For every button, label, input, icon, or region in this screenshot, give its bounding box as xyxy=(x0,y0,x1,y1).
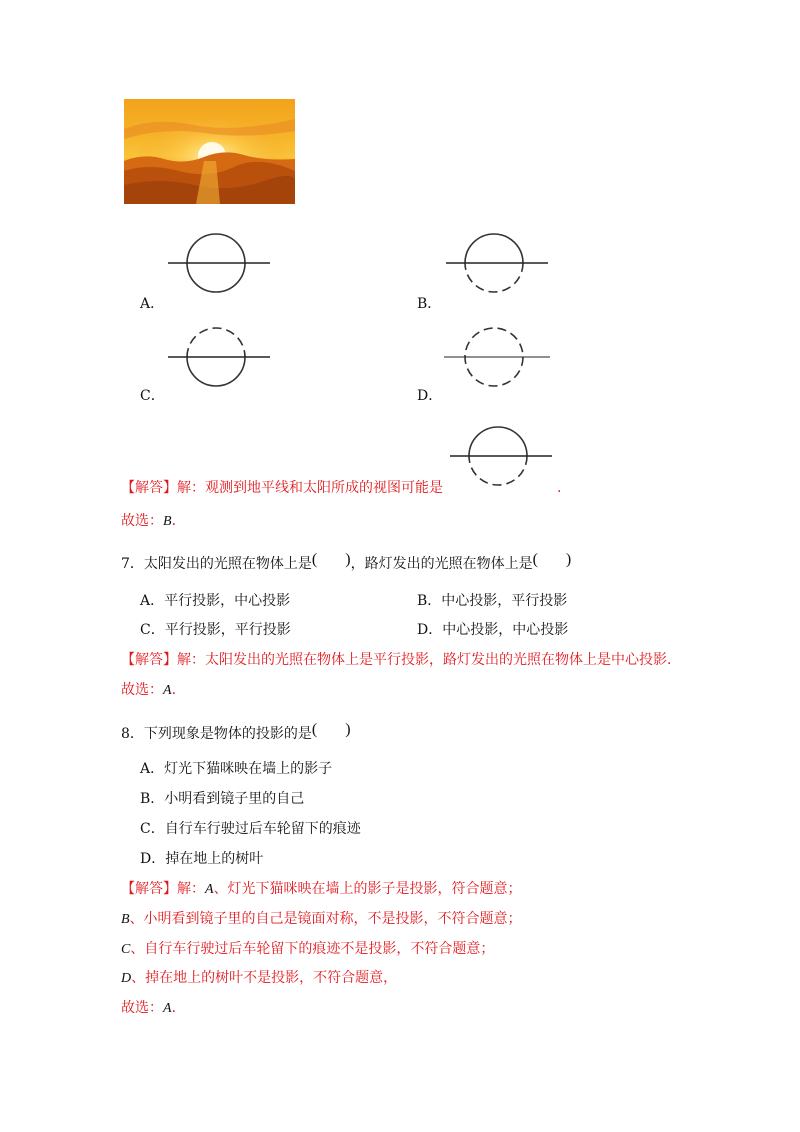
option-text: 中心投影，中心投影 xyxy=(442,622,569,638)
q8-option-a xyxy=(140,760,332,778)
option-letter: D． xyxy=(417,622,443,638)
answer-letter: A xyxy=(163,683,172,698)
option-text: 小明看到镜子里的自己 xyxy=(164,791,305,807)
q8-solution-intro xyxy=(121,880,522,899)
q7-solution xyxy=(121,651,681,669)
solution-text: 解：观测到地平线和太阳所成的视图可能是 xyxy=(177,480,443,496)
option-text: 平行投影，平行投影 xyxy=(164,622,291,638)
q8-option-c xyxy=(140,820,361,838)
solution-line: 、自行车行驶过后车轮留下的痕迹不是投影，不符合题意； xyxy=(130,941,495,957)
answer-label: 故选： xyxy=(121,682,163,698)
option-c-figure xyxy=(164,326,274,392)
option-letter: C． xyxy=(140,622,165,638)
q7-option-c xyxy=(140,621,291,639)
q6-answer xyxy=(121,512,186,531)
solution-letter: D xyxy=(121,971,132,986)
option-text: 灯光下猫咪映在墙上的影子 xyxy=(164,761,333,777)
stem-part1: 太阳发出的光照在物体上是 xyxy=(143,556,312,572)
option-a-letter: A． xyxy=(140,296,165,312)
option-text: 中心投影，平行投影 xyxy=(441,593,568,609)
q8-solution-line-c xyxy=(121,940,494,959)
paren-close: ) xyxy=(345,721,351,738)
paren-close: ) xyxy=(565,551,572,568)
option-letter: B． xyxy=(140,791,165,807)
sunrise-photo xyxy=(124,99,295,204)
solution-text: 解：太阳发出的光照在物体上是平行投影，路灯发出的光照在物体上是中心投影． xyxy=(177,652,681,668)
q8-option-d xyxy=(140,850,263,868)
answer-end: ． xyxy=(171,682,186,698)
q8-solution-line-d xyxy=(121,969,397,988)
solution-letter: B xyxy=(121,912,130,927)
option-text: 自行车行驶过后车轮留下的痕迹 xyxy=(164,821,361,837)
question-number: 7． xyxy=(121,556,144,572)
q7-option-b xyxy=(417,592,567,610)
stem: 下列现象是物体的投影的是 xyxy=(143,726,312,742)
q7-option-d xyxy=(417,621,568,639)
option-b-figure xyxy=(442,232,552,298)
q7-answer xyxy=(121,681,186,700)
answer-letter: B xyxy=(163,514,172,529)
solution-intro: 解： xyxy=(177,881,205,897)
option-letter: D． xyxy=(140,851,166,867)
question-number: 8． xyxy=(121,726,144,742)
answer-end: ． xyxy=(171,513,186,529)
option-letter: A． xyxy=(140,593,165,609)
solution-line: 、灯光下猫咪映在墙上的影子是投影，符合题意； xyxy=(213,881,522,897)
paren-close: ) xyxy=(345,551,351,568)
q7-stem xyxy=(121,551,572,573)
solution-figure xyxy=(446,425,556,491)
solution-letter: C xyxy=(121,942,131,957)
option-letter: B． xyxy=(417,593,442,609)
option-b-letter: B． xyxy=(417,296,442,312)
solution-letter: A xyxy=(205,882,214,897)
solution-line: 、掉在地上的树叶不是投影，不符合题意， xyxy=(131,970,398,986)
solution-label: 【解答】 xyxy=(121,652,177,668)
q7-option-a xyxy=(140,592,290,610)
solution-label: 【解答】 xyxy=(121,881,177,897)
paren-open: ( xyxy=(532,551,538,568)
q8-solution-line-b xyxy=(121,910,522,929)
paren-open: ( xyxy=(311,721,318,738)
stem-part2: ，路灯发出的光照在物体上是 xyxy=(350,556,533,572)
answer-label: 故选： xyxy=(121,1000,163,1016)
option-d-figure xyxy=(442,326,552,392)
solution-end: . xyxy=(557,480,562,496)
solution-label: 【解答】 xyxy=(121,480,177,496)
q8-stem xyxy=(121,721,351,743)
option-text: 掉在地上的树叶 xyxy=(165,851,264,867)
solution-line: 、小明看到镜子里的自己是镜面对称，不是投影，不符合题意； xyxy=(129,911,522,927)
answer-letter: A xyxy=(163,1001,172,1016)
paren-open: ( xyxy=(311,551,318,568)
option-letter: A． xyxy=(140,761,165,777)
option-text: 平行投影，中心投影 xyxy=(164,593,291,609)
option-a-figure xyxy=(164,232,274,298)
answer-end: ． xyxy=(171,1000,186,1016)
q6-solution xyxy=(121,479,443,497)
q8-option-b xyxy=(140,790,304,808)
q8-answer xyxy=(121,999,186,1018)
option-d-letter: D． xyxy=(417,388,443,404)
option-letter: C． xyxy=(140,821,165,837)
answer-label: 故选： xyxy=(121,513,163,529)
option-c-letter: C． xyxy=(140,388,165,404)
